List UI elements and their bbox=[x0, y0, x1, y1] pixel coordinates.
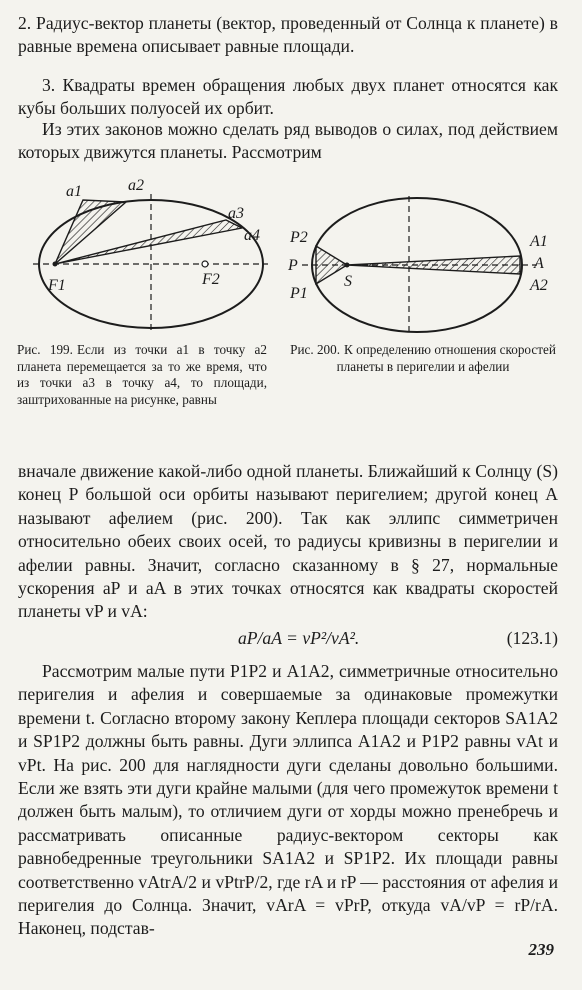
equation-number: (123.1) bbox=[506, 628, 558, 648]
paragraph-small-paths: Рассмотрим малые пути P1P2 и A1A2, симметричные относительно перигелия и афелия и совершаемые за одинаковые промежутки времени t. Согласно второму закону Кеплера площади секторов SA1A2 и SP1P2 должны быть равны. Дуги эллипса A1A2 и P1P2 равны vAt и vPt. На рис. 200 для наглядности дуги сделаны довольно большими. Если же взять эти дуги крайне малыми (для чего промежуток времени t должен быть малым), то отличием дуги от хорды можно пренебречь и рассматривать описанные радиус-вектором секторы как равнобедренные треугольники SA1A2 и SP1P2. Их площади равны соответственно vAtrA/2 и vPtrP/2, где rA и rP — расстояния от афелия и перигелия до Солнца. Значит, vArA = vPrP, откуда vA/vP = rP/rA. Наконец, подстав- bbox=[18, 661, 558, 939]
label-s: S bbox=[344, 273, 352, 290]
figure-200-diagram bbox=[282, 190, 562, 340]
label-a4: a4 bbox=[244, 227, 260, 244]
caption-text: Если из точки a1 в точку a2 планета перемещается за то же время, что из точки a3 в точку a4, то площади, заштрихованные на рисунке, равны bbox=[17, 342, 267, 407]
page-number: 239 bbox=[528, 940, 554, 959]
label-p2: P2 bbox=[290, 229, 308, 246]
paragraph-intro: Из этих законов можно сделать ряд выводов о силах, под действием которых движутся планеты. Рассмотрим bbox=[18, 119, 558, 163]
label-p1: P1 bbox=[290, 285, 308, 302]
label-f1: F1 bbox=[48, 277, 66, 294]
sector-aphelion bbox=[347, 256, 520, 274]
caption-text: К определению отношения скоростей планеты в перигелии и афелии bbox=[336, 342, 556, 374]
sun-s-point bbox=[345, 263, 350, 268]
label-a1: a1 bbox=[66, 183, 82, 200]
sector-perihelion bbox=[316, 246, 347, 284]
figure-199-diagram bbox=[18, 178, 278, 338]
paragraph-kepler-law-3: 3. Квадраты времен обращения любых двух планет относятся как кубы больших полуосей их орбит. bbox=[18, 75, 558, 119]
focus-f2-point bbox=[202, 261, 208, 267]
label-a2: A2 bbox=[530, 277, 548, 294]
label-a2: a2 bbox=[128, 178, 144, 194]
focus-f1-point bbox=[53, 262, 58, 267]
figure-200-caption bbox=[282, 342, 564, 375]
label-a1: A1 bbox=[530, 233, 548, 250]
caption-label: Рис. 199. bbox=[17, 342, 73, 357]
caption-label: Рис. 200. bbox=[290, 342, 341, 357]
label-a3: a3 bbox=[228, 205, 244, 222]
equation-expression: aP/aA = vP²/vA². bbox=[238, 628, 360, 648]
paragraph-kepler-law-2: 2. Радиус-вектор планеты (вектор, проведенный от Солнца к планете) в равные времена описывает равные площади. bbox=[18, 13, 558, 57]
paragraph-perihelion-aphelion: вначале движение какой-либо одной планеты. Ближайший к Солнцу (S) конец P большой оси орбиты называют перигелием; другой конец A называют афелием (рис. 200). Так как эллипс симметричен относительно обеих своих осей, то радиусы кривизны в перигелии и афелии равны. Значит, согласно сказанному в § 27, нормальные ускорения aP и aA в этих точках относятся как квадраты скоростей планеты vP и vA: bbox=[18, 461, 558, 622]
figure-199-caption bbox=[17, 342, 267, 408]
label-p: P bbox=[288, 257, 298, 274]
equation-123-1 bbox=[18, 628, 558, 654]
label-f2: F2 bbox=[202, 271, 220, 288]
label-a: A bbox=[534, 255, 544, 272]
